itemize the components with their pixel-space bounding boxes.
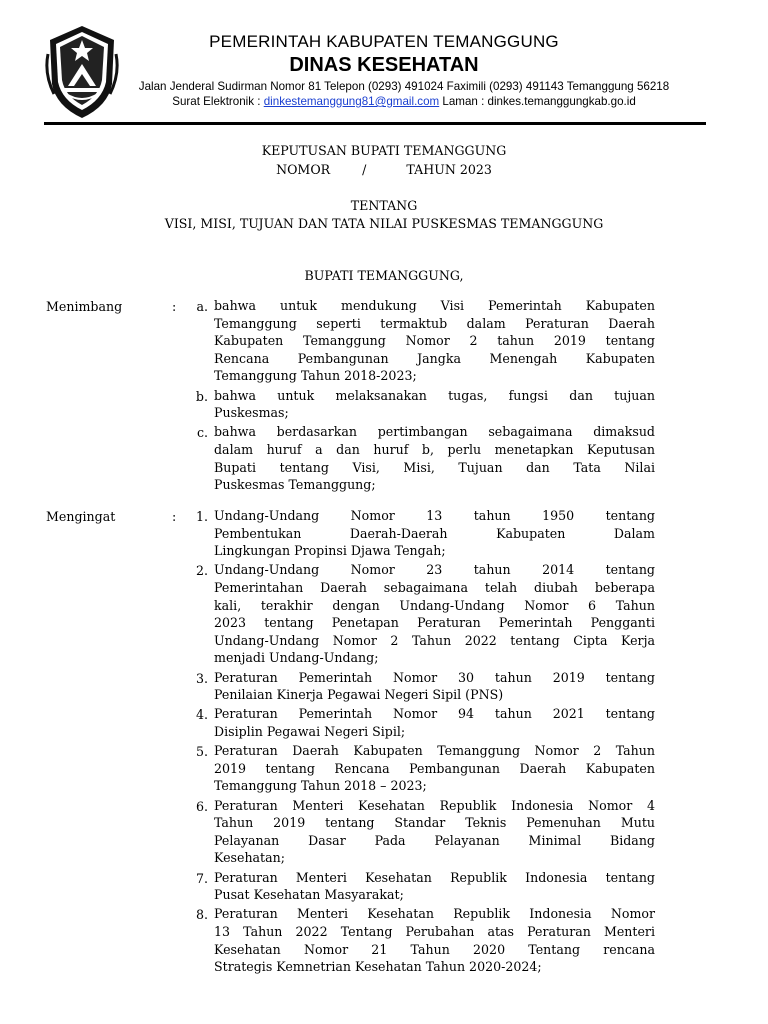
- menimbang-item-text: [214, 423, 655, 493]
- letterhead-address: Jalan Jenderal Sudirman Nomor 81 Telepon (0293) 491024 Faximili (0293) 491143 Temanggung 56218: [138, 80, 670, 93]
- letterhead: [0, 0, 768, 130]
- mengingat-item-line: Kesehatan;: [214, 850, 285, 866]
- menimbang-item-line: Bupati tentang Visi, Misi, Tujuan dan Tata Nilai: [214, 459, 655, 475]
- mengingat-item-text: [214, 507, 655, 560]
- mengingat-item-line: Undang-Undang Nomor 13 tahun 1950 tentang: [214, 508, 655, 523]
- menimbang-item-text: [214, 297, 655, 385]
- menimbang-item-marker: c.: [196, 425, 208, 441]
- menimbang-item-line: Temanggung seperti termaktub dalam Peraturan Daerah: [214, 315, 655, 331]
- menimbang-item-line: Puskesmas Temanggung;: [214, 477, 376, 493]
- menimbang-item-line: Kabupaten Temanggung Nomor 2 tahun 2019 tentang: [214, 333, 655, 349]
- mengingat-item-line: Temanggung Tahun 2018 – 2023;: [214, 778, 427, 794]
- letterhead-contact: [104, 95, 704, 108]
- mengingat-item-line: menjadi Undang-Undang;: [214, 650, 379, 666]
- decree-number: NOMOR / TAHUN 2023: [276, 162, 492, 177]
- mengingat-item-text: [214, 797, 655, 867]
- menimbang-item-marker: a.: [196, 299, 208, 314]
- mengingat-item-line: Undang-Undang Nomor 23 tahun 2014 tentang: [214, 562, 655, 578]
- mengingat-item-line: Pembentukan Daerah-Daerah Kabupaten Dalam: [214, 525, 655, 541]
- mengingat-item-line: Peraturan Daerah Kabupaten Temanggung Nomor 2 Tahun: [214, 743, 655, 759]
- mengingat-item-text: [214, 869, 655, 904]
- mengingat-item-marker: 3.: [195, 670, 208, 686]
- menimbang-item-line: bahwa berdasarkan pertimbangan sebagaimana dimaksud: [214, 424, 655, 440]
- website-label: Laman : dinkes.temanggungkab.go.id: [439, 95, 636, 108]
- mengingat-item-line: Lingkungan Propinsi Djawa Tengah;: [214, 543, 446, 559]
- mengingat-item-line: Peraturan Menteri Kesehatan Republik Indonesia Nomor 4: [214, 797, 655, 813]
- email-label: Surat Elektronik :: [172, 95, 264, 108]
- letterhead-divider: [44, 122, 706, 125]
- mengingat-item-line: Penilaian Kinerja Pegawai Negeri Sipil (PNS): [214, 687, 504, 703]
- letterhead-government-name: PEMERINTAH KABUPATEN TEMANGGUNG: [209, 32, 559, 51]
- menimbang-item-line: bahwa untuk mendukung Visi Pemerintah Kabupaten: [214, 298, 655, 313]
- menimbang-item-marker: b.: [195, 388, 208, 404]
- mengingat-item-line: Peraturan Pemerintah Nomor 94 tahun 2021 tentang: [214, 706, 655, 722]
- mengingat-item-line: 2023 tentang Penetapan Peraturan Pemerintah Pengganti: [214, 615, 655, 631]
- mengingat-item-text: [214, 705, 655, 740]
- mengingat-colon: :: [172, 509, 177, 524]
- mengingat-item-text: [214, 669, 655, 704]
- menimbang-item-line: dalam huruf a dan huruf b, perlu menetapkan Keputusan: [214, 441, 655, 457]
- mengingat-item-marker: 6.: [195, 798, 208, 814]
- mengingat-item-line: Tahun 2019 tentang Standar Teknis Pemenuhan Mutu: [214, 815, 655, 831]
- mengingat-label: Mengingat: [46, 509, 116, 524]
- letterhead-agency-name: DINAS KESEHATAN: [289, 54, 479, 76]
- menimbang-item-line: bahwa untuk melaksanakan tugas, fungsi dan tujuan: [214, 387, 655, 403]
- mengingat-item-line: 2019 tentang Rencana Pembangunan Daerah Kabupaten: [214, 760, 655, 776]
- decree-authority: BUPATI TEMANGGUNG,: [304, 268, 464, 283]
- mengingat-item-line: Disiplin Pegawai Negeri Sipil;: [214, 723, 406, 739]
- mengingat-item-line: Kesehatan Nomor 21 Tahun 2020 Tentang rencana: [214, 941, 655, 957]
- decree-subject: VISI, MISI, TUJUAN DAN TATA NILAI PUSKESMAS TEMANGGUNG: [164, 216, 604, 231]
- mengingat-item-line: Pelayanan Dasar Pada Pelayanan Minimal Bidang: [214, 832, 655, 848]
- menimbang-colon: :: [172, 299, 177, 314]
- mengingat-item-marker: 8.: [195, 907, 208, 923]
- mengingat-item-marker: 5.: [195, 744, 208, 760]
- mengingat-item-line: Peraturan Menteri Kesehatan Republik Indonesia Nomor: [214, 906, 655, 922]
- mengingat-item-marker: 4.: [195, 707, 208, 723]
- menimbang-label: Menimbang: [46, 299, 123, 314]
- mengingat-item-text: [214, 742, 655, 795]
- mengingat-item-line: 13 Tahun 2022 Tentang Perubahan atas Peraturan Menteri: [214, 923, 655, 939]
- mengingat-item-line: kali, terakhir dengan Undang-Undang Nomor 6 Tahun: [214, 597, 655, 613]
- menimbang-item-text: [214, 387, 655, 422]
- mengingat-item-line: Strategis Kemnetrian Kesehatan Tahun 2020-2024;: [214, 959, 542, 975]
- mengingat-item-marker: 1.: [195, 509, 208, 524]
- mengingat-item-line: Pemerintahan Daerah sebagaimana telah diubah beberapa: [214, 579, 655, 595]
- mengingat-item-marker: 2.: [195, 563, 208, 579]
- mengingat-item-line: Pusat Kesehatan Masyarakat;: [214, 887, 404, 903]
- email-link[interactable]: dinkestemanggung81@gmail.com: [263, 95, 440, 108]
- mengingat-item-marker: 7.: [195, 870, 208, 886]
- mengingat-item-text: [214, 561, 655, 667]
- mengingat-item-text: [214, 905, 655, 975]
- decree-title: KEPUTUSAN BUPATI TEMANGGUNG: [261, 143, 507, 158]
- menimbang-item-line: Puskesmas;: [214, 405, 289, 421]
- mengingat-item-line: Peraturan Menteri Kesehatan Republik Indonesia tentang: [214, 869, 655, 885]
- mengingat-item-line: Undang-Undang Nomor 2 Tahun 2022 tentang Cipta Kerja: [214, 632, 655, 648]
- menimbang-item-line: Rencana Pembangunan Jangka Menengah Kabupaten: [214, 350, 655, 366]
- mengingat-item-line: Peraturan Pemerintah Nomor 30 tahun 2019 tentang: [214, 669, 655, 685]
- decree-about: TENTANG: [350, 198, 418, 213]
- menimbang-item-line: Temanggung Tahun 2018-2023;: [214, 368, 417, 384]
